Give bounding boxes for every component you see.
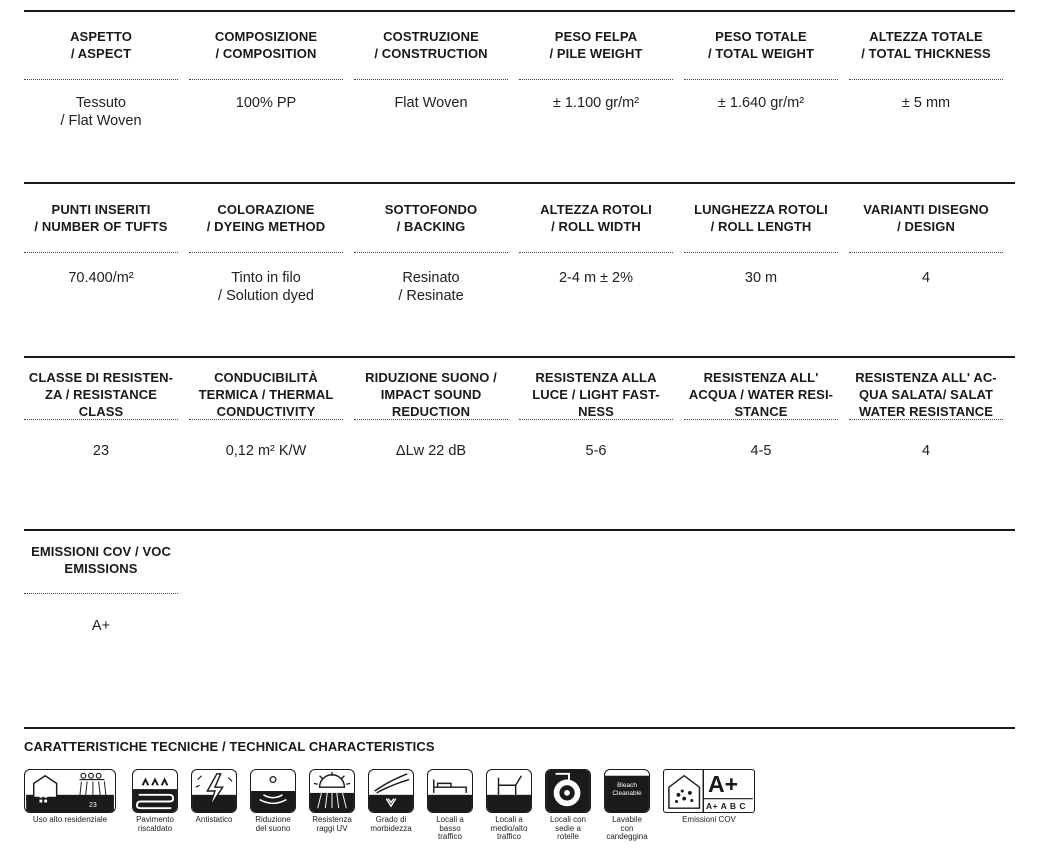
icon-label: Resistenza raggi UV [312, 815, 352, 833]
spec-cell-roll-length [684, 184, 838, 305]
spec-cell-total-thickness [849, 12, 1003, 130]
voc-emissions-item [663, 769, 755, 842]
spec-value: 2-4 m ± 2% [558, 270, 634, 286]
icon-label: Locali a basso traffico [436, 815, 464, 841]
spec-value: Tinto in filo / Solution dyed [218, 270, 314, 304]
spec-value: 30 m [744, 270, 778, 286]
icon-label: Locali con sedie a rotelle [549, 815, 587, 841]
technical-characteristics [24, 727, 1015, 754]
spec-value: Tessuto / Flat Woven [60, 95, 142, 129]
bleach-cleanable-item [604, 769, 650, 842]
spec-section-3 [24, 356, 1015, 460]
spec-value: 5-6 [585, 443, 607, 459]
icon-label: Emissioni COV [682, 815, 736, 824]
spec-section-4 [24, 529, 1015, 635]
spec-value: 4 [921, 270, 931, 286]
spec-value: A+ [91, 618, 111, 634]
low-traffic-item [427, 769, 473, 842]
spec-cell-resistance-class [24, 358, 178, 460]
spec-value: ± 5 mm [901, 95, 951, 111]
castor-chair-icon [545, 769, 591, 813]
softness-icon [368, 769, 414, 813]
spec-label: VARIANTI DISEGNO / DESIGN [849, 184, 1003, 253]
spec-label: CLASSE DI RESISTEN- ZA / RESISTANCE CLASS [24, 358, 178, 420]
spec-cell-salt-water-resistance [849, 358, 1003, 460]
spec-label: RESISTENZA ALLA LUCE / LIGHT FAST- NESS [519, 358, 673, 420]
spec-label: COSTRUZIONE / CONSTRUCTION [354, 12, 508, 80]
voc-scale: A+ A B C [706, 801, 746, 811]
uv-resistance-icon [309, 769, 355, 813]
spec-label: EMISSIONI COV / VOC EMISSIONS [24, 531, 178, 594]
uv-resistance-item [309, 769, 355, 842]
icon-label: Uso alto residenziale [32, 815, 108, 824]
spec-cell-backing [354, 184, 508, 305]
castor-chair-item [545, 769, 591, 842]
antistatic-item [191, 769, 237, 842]
icon-label: Locali a medio/alto traffico [490, 815, 528, 841]
spec-label: LUNGHEZZA ROTOLI / ROLL LENGTH [684, 184, 838, 253]
spec-value: 100% PP [235, 95, 297, 111]
voc-emissions-icon [663, 769, 755, 813]
spec-cell-pile-weight [519, 12, 673, 130]
spec-cell-design [849, 184, 1003, 305]
spec-section-2 [24, 182, 1015, 305]
spec-cell-voc-emissions [24, 531, 178, 635]
spec-value: 4 [921, 443, 931, 459]
spec-value: 23 [92, 443, 110, 459]
sound-reduction-item [250, 769, 296, 842]
spec-label: COMPOSIZIONE / COMPOSITION [189, 12, 343, 80]
underfloor-heating-item [132, 769, 178, 842]
spec-cell-impact-sound [354, 358, 508, 460]
spec-cell-tufts [24, 184, 178, 305]
spec-value: ± 1.100 gr/m² [552, 95, 640, 111]
antistatic-icon [191, 769, 237, 813]
spec-value: Flat Woven [394, 95, 468, 111]
softness-item [368, 769, 414, 842]
spec-value: 0,12 m² K/W [225, 443, 307, 459]
spec-cell-light-fastness [519, 358, 673, 460]
spec-label: CONDUCIBILITÀ TERMICA / THERMAL CONDUCTIVITY [189, 358, 343, 420]
resistance-class-badge: 23 [89, 802, 97, 809]
spec-value: ± 1.640 gr/m² [717, 95, 805, 111]
spec-cell-thermal-conductivity [189, 358, 343, 460]
spec-label: PUNTI INSERITI / NUMBER OF TUFTS [24, 184, 178, 253]
spec-label: RESISTENZA ALL' ACQUA / WATER RESI- STANCE [684, 358, 838, 420]
spec-label: SOTTOFONDO / BACKING [354, 184, 508, 253]
technical-title: CARATTERISTICHE TECNICHE / TECHNICAL CHARACTERISTICS [24, 739, 435, 754]
spec-value: 70.400/m² [68, 270, 134, 286]
technical-icons [24, 769, 755, 842]
spec-value: Resinato / Resinate [398, 270, 464, 304]
residential-use-item [24, 769, 116, 842]
residential-use-icon [24, 769, 116, 813]
sound-reduction-icon [250, 769, 296, 813]
icon-label: Antistatico [195, 815, 233, 824]
medium-high-traffic-item [486, 769, 532, 842]
spec-label: PESO TOTALE / TOTAL WEIGHT [684, 12, 838, 80]
icon-label: Riduzione del suono [255, 815, 291, 833]
spec-label: RIDUZIONE SUONO / IMPACT SOUND REDUCTION [354, 358, 508, 420]
medium-high-traffic-icon [486, 769, 532, 813]
spec-cell-dyeing [189, 184, 343, 305]
icon-label: Pavimento riscaldato [136, 815, 174, 833]
icon-label: Grado di morbidezza [370, 815, 412, 833]
spec-value: ΔLw 22 dB [395, 443, 467, 459]
spec-label: COLORAZIONE / DYEING METHOD [189, 184, 343, 253]
underfloor-heating-icon [132, 769, 178, 813]
spec-cell-roll-width [519, 184, 673, 305]
spec-label: ALTEZZA TOTALE / TOTAL THICKNESS [849, 12, 1003, 80]
spec-cell-composition [189, 12, 343, 130]
spec-cell-water-resistance [684, 358, 838, 460]
low-traffic-icon [427, 769, 473, 813]
bleach-cleanable-icon [604, 769, 650, 813]
spec-value: 4-5 [750, 443, 772, 459]
spec-label: PESO FELPA / PILE WEIGHT [519, 12, 673, 80]
bleach-badge: Bleach Cleanable [612, 782, 642, 797]
spec-section-1 [24, 10, 1015, 130]
spec-cell-construction [354, 12, 508, 130]
spec-label: ASPETTO / ASPECT [24, 12, 178, 80]
spec-cell-aspect [24, 12, 178, 130]
spec-label: RESISTENZA ALL' AC- QUA SALATA/ SALAT WATER RESISTANCE [849, 358, 1003, 420]
spec-cell-total-weight [684, 12, 838, 130]
icon-label: Lavabile con candeggina [606, 815, 648, 841]
voc-class-badge: A+ [708, 771, 739, 797]
spec-label: ALTEZZA ROTOLI / ROLL WIDTH [519, 184, 673, 253]
